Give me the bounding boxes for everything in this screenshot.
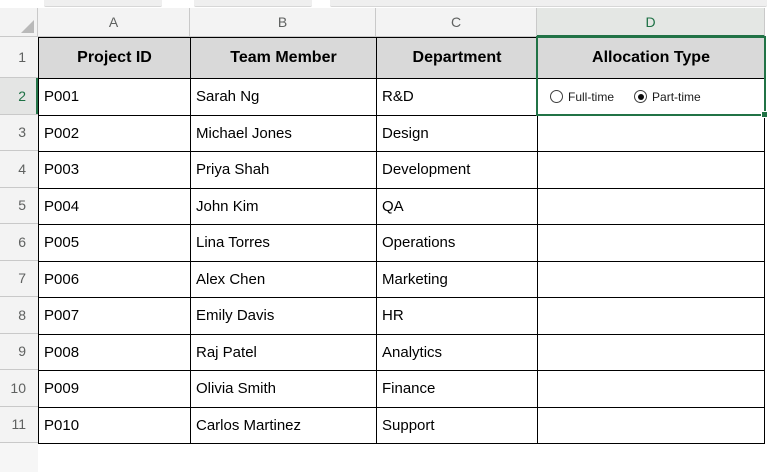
- cell-team-member[interactable]: Emily Davis: [191, 298, 377, 335]
- header-cell-team-member[interactable]: Team Member: [191, 38, 377, 79]
- cell-team-member[interactable]: Olivia Smith: [191, 371, 377, 408]
- row-header-5[interactable]: 5: [0, 188, 38, 225]
- cell-project-id[interactable]: P009: [39, 371, 191, 408]
- cell-allocation-type[interactable]: [538, 116, 765, 153]
- cell-department[interactable]: Analytics: [377, 335, 538, 372]
- radio-option-part-time[interactable]: [634, 90, 701, 103]
- row-header-10[interactable]: 10: [0, 370, 38, 407]
- cell-department[interactable]: R&D: [377, 79, 538, 116]
- row-header-column: [0, 37, 38, 472]
- cell-team-member[interactable]: Raj Patel: [191, 335, 377, 372]
- cell-allocation-type[interactable]: [538, 189, 765, 226]
- row-header-8[interactable]: 8: [0, 297, 38, 334]
- allocation-radio-group: [543, 90, 701, 103]
- cell-team-member[interactable]: Priya Shah: [191, 152, 377, 189]
- cell-team-member[interactable]: Lina Torres: [191, 225, 377, 262]
- cell-department[interactable]: Marketing: [377, 262, 538, 299]
- cell-department[interactable]: HR: [377, 298, 538, 335]
- cell-project-id[interactable]: P008: [39, 335, 191, 372]
- cell-department[interactable]: Design: [377, 116, 538, 153]
- cell-project-id[interactable]: P002: [39, 116, 191, 153]
- column-header-A[interactable]: A: [38, 8, 190, 37]
- header-cell-project-id[interactable]: Project ID: [39, 38, 191, 79]
- cell-project-id[interactable]: P001: [39, 79, 191, 116]
- row-header-11[interactable]: 11: [0, 407, 38, 444]
- select-all-button[interactable]: [0, 8, 38, 37]
- radio-selected-dot: [638, 94, 644, 100]
- ribbon-remnant: [44, 0, 162, 7]
- cell-allocation-type[interactable]: [538, 335, 765, 372]
- ribbon-remnant: [330, 0, 767, 7]
- cell-department[interactable]: Development: [377, 152, 538, 189]
- cell-allocation-type[interactable]: [538, 371, 765, 408]
- cell-department[interactable]: QA: [377, 189, 538, 226]
- row-header-9[interactable]: 9: [0, 334, 38, 371]
- row-header-1[interactable]: 1: [0, 37, 38, 78]
- cell-department[interactable]: Support: [377, 408, 538, 445]
- cell-department[interactable]: Finance: [377, 371, 538, 408]
- header-cell-department[interactable]: Department: [377, 38, 538, 79]
- column-header-D[interactable]: D: [537, 8, 765, 37]
- row-header-3[interactable]: 3: [0, 115, 38, 152]
- row-header-7[interactable]: 7: [0, 261, 38, 298]
- radio-full-time-icon[interactable]: [550, 90, 563, 103]
- radio-part-time-icon[interactable]: [634, 90, 647, 103]
- column-header-B[interactable]: B: [190, 8, 376, 37]
- cell-allocation-type[interactable]: [538, 298, 765, 335]
- cell-project-id[interactable]: P006: [39, 262, 191, 299]
- row-header-partial: [0, 443, 38, 472]
- column-header-C[interactable]: C: [376, 8, 537, 37]
- cell-allocation-type[interactable]: [538, 408, 765, 445]
- radio-label: Full-time: [568, 89, 615, 104]
- cell-team-member[interactable]: John Kim: [191, 189, 377, 226]
- ribbon-remnant: [194, 0, 312, 7]
- cell-allocation-type[interactable]: [538, 225, 765, 262]
- row-header-2[interactable]: 2: [0, 78, 38, 115]
- cell-project-id[interactable]: P007: [39, 298, 191, 335]
- cell-allocation-type[interactable]: [538, 262, 765, 299]
- select-all-icon: [21, 20, 34, 33]
- cell-team-member[interactable]: Michael Jones: [191, 116, 377, 153]
- cell-project-id[interactable]: P010: [39, 408, 191, 445]
- radio-label: Part-time: [652, 89, 701, 104]
- row-header-4[interactable]: 4: [0, 151, 38, 188]
- cell-team-member[interactable]: Carlos Martinez: [191, 408, 377, 445]
- worksheet-table: [38, 37, 766, 444]
- cell-project-id[interactable]: P003: [39, 152, 191, 189]
- column-header-strip: [0, 8, 765, 37]
- fill-handle[interactable]: [761, 111, 767, 118]
- cell-project-id[interactable]: P005: [39, 225, 191, 262]
- row-header-6[interactable]: 6: [0, 224, 38, 261]
- cell-team-member[interactable]: Sarah Ng: [191, 79, 377, 116]
- cell-project-id[interactable]: P004: [39, 189, 191, 226]
- cell-department[interactable]: Operations: [377, 225, 538, 262]
- cell-team-member[interactable]: Alex Chen: [191, 262, 377, 299]
- radio-option-full-time[interactable]: [550, 90, 614, 103]
- cell-allocation-type[interactable]: [538, 152, 765, 189]
- header-cell-allocation-type[interactable]: Allocation Type: [538, 38, 765, 79]
- cell-allocation-type[interactable]: [538, 79, 765, 116]
